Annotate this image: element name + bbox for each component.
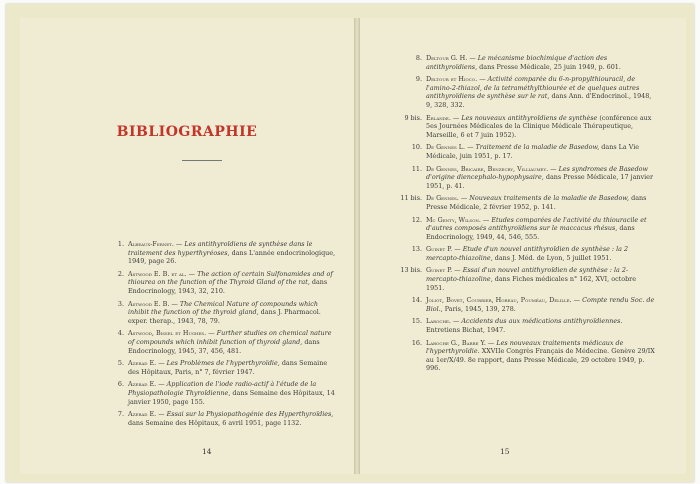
entry-source: dans Semaine des Hôpitaux, Paris, n° 7, février 1947.: [128, 359, 328, 376]
entry-author: Azerad E.: [128, 380, 157, 389]
entry-source: (conférence aux 5es Journées Médicales de la Clinique Médicale Thérapeutique, Marseille, 6 et 7 juin 1952).: [426, 113, 652, 139]
entry-source: dans Presse Médicale, 17 janvier 1951, p. 41.: [426, 173, 653, 190]
entry-source: dans Semaine des Hôpitaux, 6 avril 1951, page 1132.: [128, 418, 302, 427]
entry-title: The action of certain Sulfonamides and of thiourea on the function of the Thyroid Gland of the rat,: [128, 269, 333, 287]
entry-author: Deltour G. H.: [426, 54, 468, 62]
entry-source: Paris, 1945, 139, 278.: [444, 304, 516, 313]
entry-number: 12.: [411, 215, 422, 224]
entry-author: Guinet P.: [426, 266, 453, 275]
entry-source: dans Endocrinology, 1949, 44, 546, 555.: [426, 224, 635, 241]
entry-author: De Gennes, Bricaire, Benzecry, Villiaumey.: [426, 164, 549, 173]
entry-number: 15.: [411, 317, 422, 326]
entry-number: 10.: [411, 143, 422, 152]
entry-author: Azerad E.: [128, 359, 157, 368]
entry-number: 3.: [117, 299, 124, 308]
page-number-right: 15: [500, 447, 510, 456]
entry-source: XXVIIe Congrès Français de Médecine. Genève 29/IX au 1er/X/49. 8e rapport, dans Presse Médicale, 29 octobre 1949, p. 996.: [426, 347, 655, 373]
entry-title: Compte rendu Soc. de Biol.,: [426, 296, 655, 313]
bibliography-entry: 10. De Gennes L. — Traitement de la maladie de Basedow, dans La Vie Médicale, juin 1951, p. 17.: [394, 143, 656, 160]
entry-number: 1.: [117, 240, 124, 248]
entry-number: 13.: [411, 245, 422, 254]
bibliography-title: BIBLIOGRAPHIE: [116, 124, 258, 140]
entry-author: Albeaux-Fernet.: [128, 240, 174, 248]
entry-title: Essai d'un nouvel antithyroïdien de synthèse : la 2-mercapto-thiazoline,: [426, 266, 629, 284]
entry-number: 9 bis.: [404, 113, 422, 122]
booklet: [6, 4, 694, 482]
bibliography-entry: 6. Azerad E. — Application de l'iode radio-actif à l'étude de la Physiopathologie Thyroïdienne, dans Semaine des Hôpitaux, 14 janvier 1950, page 155.: [96, 380, 336, 406]
entry-source: dans Endocrinology, 1943, 32, 210.: [128, 278, 328, 295]
entry-number: 4.: [117, 329, 124, 338]
bibliography-entry: 11 bis. De Gennes. — Nouveaux traitements de la maladie de Basedow, dans Presse Médicale, 2 février 1952, p. 141.: [394, 194, 656, 211]
bibliography-entry: 7. Azerad E. — Essai sur la Physiopathogénie des Hyperthyroïdies, dans Semaine des Hôpitaux, 6 avril 1951, page 1132.: [96, 410, 336, 427]
entry-title: Further studies on chemical nature of compounds which inhibit function of thyroid gland,: [128, 329, 332, 346]
entry-author: De Gennes.: [426, 194, 459, 203]
entry-author: Laroche G., Barre Y.: [426, 338, 486, 347]
entry-source: dans Endocrinology, 1945, 37, 456, 481.: [128, 337, 320, 355]
bibliography-entry: 5. Azerad E. — Les Problèmes de l'hyperthyroïdie, dans Semaine des Hôpitaux, Paris, n° 7, février 1947.: [96, 359, 336, 376]
entry-number: 11 bis.: [400, 194, 422, 203]
bibliography-entry: 11. De Gennes, Bricaire, Benzecry, Villiaumey. — Les syndromes de Basedow d'origine diencephalo-hypophysaire, dans Presse Médicale, 17 janvier 1951, p. 41.: [394, 165, 656, 191]
entry-number: 8.: [415, 54, 422, 62]
entry-title: Essai sur la Physiopathogénie des Hyperthyroïdies,: [166, 410, 334, 419]
entry-title: Application de l'iode radio-actif à l'étude de la Physiopathologie Thyroïdienne,: [128, 380, 317, 397]
left-page: [20, 18, 354, 474]
entry-source: Entretiens Bichat, 1947.: [426, 326, 506, 335]
entry-title: Etudes comparées de l'activité du thiouracile et d'autres composés antithyroïdiens sur le maccacus rhésus,: [426, 215, 647, 233]
entry-title: Les syndromes de Basedow d'origine diencephalo-hypophysaire,: [426, 164, 648, 182]
entry-source: dans J. Pharmacol. exper. therap., 1943, 78, 79.: [128, 308, 321, 325]
entry-author: Erlande.: [426, 113, 451, 122]
entry-author: Guinet P.: [426, 245, 453, 254]
entry-title: Traitement de la maladie de Basedow,: [475, 143, 600, 152]
entry-source: dans Presse Médicale, 2 février 1952, p. 141.: [426, 194, 647, 211]
left-entry-list: [96, 240, 336, 431]
entry-title: Les antithyroïdiens de synthèse dans le traitement des hyperthyréoses,: [128, 240, 313, 257]
entry-source: dans L'année endocrinologique, 1949, page 26.: [128, 248, 336, 266]
entry-author: Astwood, Bissel et Hughes.: [128, 329, 207, 338]
bibliography-entry: 15. Laroche. — Accidents dus aux médications antithyroïdiennes. Entretiens Bichat, 1947.: [394, 317, 656, 334]
entry-source: dans Ann. d'Endocrinol., 1948, 9, 328, 332.: [426, 92, 652, 109]
bibliography-entry: 2. Astwood E. B. et al. — The action of certain Sulfonamides and of thiourea on the function of the Thyroid Gland of the rat, dans Endocrinology, 1943, 32, 210.: [96, 270, 336, 296]
bibliography-entry: 3. Astwood E. B. — The Chemical Nature of compounds which inhibit the function of the thyroid gland, dans J. Pharmacol. exper. therap., 1943, 78, 79.: [96, 300, 336, 326]
entry-number: 5.: [117, 359, 124, 368]
entry-title: Les nouveaux antithyroïdiens de synthèse: [461, 113, 598, 122]
bibliography-entry: 14. Joliot, Bovet, Courrier, Horeau, Pouméau, Delille. — Compte rendu Soc. de Biol., Paris, 1945, 139, 278.: [394, 296, 656, 313]
entry-title: Etude d'un nouvel antithyroïdien de synthèse : la 2 mercapto-thiazoline,: [426, 245, 629, 262]
entry-title: Accidents dus aux médications antithyroïdiennes.: [461, 317, 623, 326]
entry-number: 9.: [415, 75, 422, 84]
entry-number: 2.: [117, 269, 124, 278]
entry-number: 14.: [411, 296, 422, 305]
entry-number: 13 bis.: [400, 266, 422, 275]
entry-number: 16.: [411, 338, 422, 347]
entry-source: dans Semaine des Hôpitaux, 14 janvier 1950, page 155.: [128, 388, 335, 406]
title-rule: [182, 160, 222, 161]
entry-number: 6.: [117, 380, 124, 389]
entry-author: Astwood E. B.: [128, 299, 170, 308]
entry-author: De Gennes L.: [426, 143, 466, 152]
bibliography-entry: 9 bis. Erlande. — Les nouveaux antithyroïdiens de synthèse (conférence aux 5es Journées Médicales de la Clinique Médicale Thérapeutique, Marseille, 6 et 7 juin 1952).: [394, 114, 656, 140]
page-number-left: 14: [202, 447, 212, 456]
entry-title: Nouveaux traitements de la maladie de Basedow,: [469, 194, 630, 203]
entry-source: dans J. Méd. de Lyon, 5 juillet 1951.: [494, 253, 612, 262]
entry-author: Mc Genty, Wilson.: [426, 215, 481, 224]
bibliography-entry: 12. Mc Genty, Wilson. — Etudes comparées de l'activité du thiouracile et d'autres composés antithyroïdiens sur le maccacus rhésus, dans Endocrinology, 1949, 44, 546, 555.: [394, 216, 656, 242]
entry-source: dans La Vie Médicale, juin 1951, p. 17.: [426, 143, 640, 160]
entry-title: Les nouveaux traitements médicaux de l'hyperthyroïdie.: [426, 338, 624, 356]
entry-author: Deltour et Hioco.: [426, 75, 478, 84]
entry-title: Les Problèmes de l'hyperthyroïdie,: [166, 359, 280, 368]
bibliography-entry: 13 bis. Guinet P. — Essai d'un nouvel antithyroïdien de synthèse : la 2-mercapto-thiazoline, dans Fiches médicales n° 162, XVI, octobre 1951.: [394, 266, 656, 292]
entry-title: The Chemical Nature of compounds which inhibit the function of the thyroid gland,: [128, 299, 318, 317]
bibliography-entry: 4. Astwood, Bissel et Hughes. — Further studies on chemical nature of compounds which inhibit function of thyroid gland, dans Endocrinology, 1945, 37, 456, 481.: [96, 329, 336, 355]
right-page: [360, 18, 686, 474]
entry-author: Astwood E. B. et al.: [128, 269, 187, 278]
bibliography-entry: 16. Laroche G., Barre Y. — Les nouveaux traitements médicaux de l'hyperthyroïdie. XXVIIe Congrès Français de Médecine. Genève 29/IX au 1er/X/49. 8e rapport, dans Presse Médicale, 29 octobre 1949, p. 996.: [394, 339, 656, 373]
bibliography-entry: 8. Deltour G. H. — Le mécanisme biochimique d'action des antithyroïdiens, dans Presse Médicale, 25 juin 1949, p. 601.: [394, 54, 656, 71]
bibliography-entry: 1. Albeaux-Fernet. — Les antithyroïdiens de synthèse dans le traitement des hyperthyréoses, dans L'année endocrinologique, 1949, page 26.: [96, 240, 336, 266]
entry-author: Laroche.: [426, 317, 451, 326]
entry-title: Le mécanisme biochimique d'action des antithyroïdiens,: [426, 54, 608, 71]
entry-author: Joliot, Bovet, Courrier, Horeau, Pouméau, Delille.: [426, 296, 572, 305]
entry-title: Activité comparée du 6-n-propylthiouracil, de l'amino-2-thiazol, de la tetraméthylthiourée et de quelques autres antithyroïdiens de synthèse sur le rat,: [426, 75, 640, 101]
entry-source: dans Fiches médicales n° 162, XVI, octobre 1951.: [426, 275, 637, 292]
entry-author: Azerad E.: [128, 410, 157, 419]
entry-source: dans Presse Médicale, 25 juin 1949, p. 601.: [479, 62, 621, 71]
bibliography-entry: 13. Guinet P. — Etude d'un nouvel antithyroïdien de synthèse : la 2 mercapto-thiazoline, dans J. Méd. de Lyon, 5 juillet 1951.: [394, 245, 656, 262]
entry-number: 7.: [117, 410, 124, 419]
bibliography-entry: 9. Deltour et Hioco. — Activité comparée du 6-n-propylthiouracil, de l'amino-2-thiazol, de la tetraméthylthiourée et de quelques autres antithyroïdiens de synthèse sur le rat, dans Ann. d'Endocrinol., 1948, 9, 328, 332.: [394, 75, 656, 109]
entry-number: 11.: [411, 164, 422, 173]
right-entry-list: [394, 54, 656, 377]
